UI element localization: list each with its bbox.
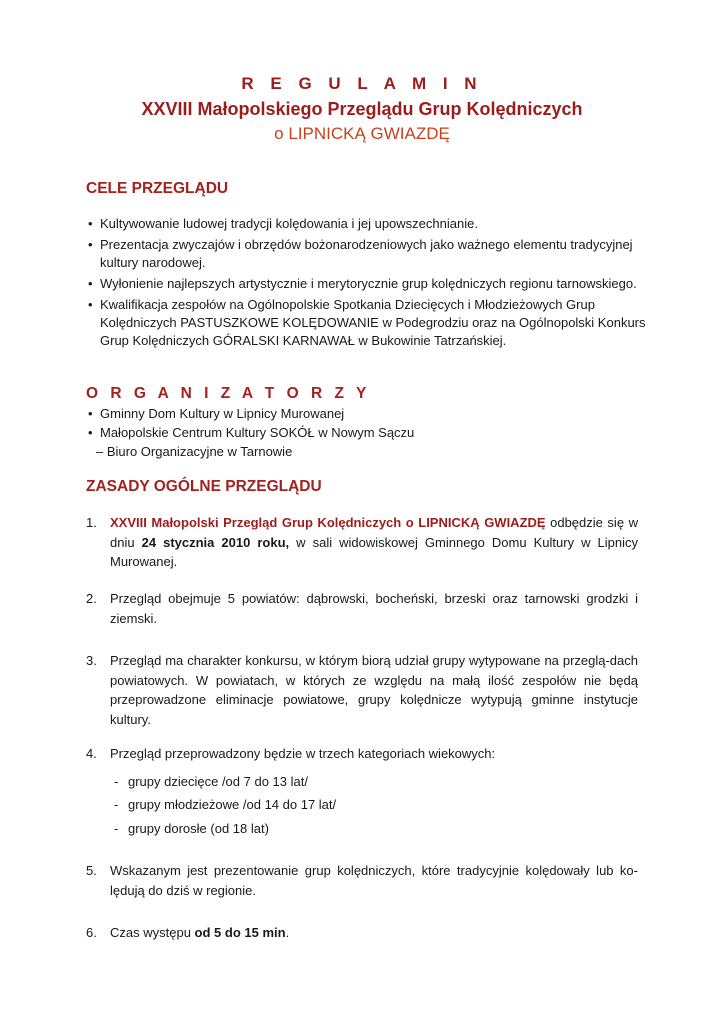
bullet-icon: • <box>88 237 93 252</box>
list-item: 2. Przegląd obejmuje 5 powiatów: dąbrowski, bocheński, brzeski oraz tarnowski grodzki i ziemski. <box>86 591 638 626</box>
heading-cele: CELE PRZEGLĄDU <box>86 180 229 197</box>
category-item: - grupy dorosłe (od 18 lat) <box>114 820 269 836</box>
list-item: • Kwalifikacja zespołów na Ogólnopolskie Spotkania Dziecięcych i Młodzieżowych Grup Kolędniczych PASTUSZKOWE KOLĘDOWANIE w Podegrodziu oraz na Ogólnopolski Konkurs Grup Kolędniczych GÓRALSKI KARNAWAŁ w Bukowinie Tatrzańskiej. <box>88 297 646 348</box>
list-item: • Wyłonienie najlepszych artystycznie i merytorycznie grup kolędniczych regionu tarnowskiego. <box>88 276 637 291</box>
bullet-icon: • <box>88 425 93 440</box>
bullet-icon: • <box>88 276 93 291</box>
list-item: • Małopolskie Centrum Kultury SOKÓŁ w Nowym Sączu <box>88 425 415 440</box>
list-item: 3. Przegląd ma charakter konkursu, w którym biorą udział grupy wytypowane na przeglą-dach powiatowych. W powiatach, w których ze względu na małą ilość zespołów nie będą przeprowadzone eliminacje powiatowe, grupy kolędnicze wytypują gminne instytucje kultury. <box>86 653 638 727</box>
zasady-item-3 <box>86 651 638 729</box>
title-regulamin: R E G U L A M I N <box>241 74 483 93</box>
organizatorzy-list <box>86 405 646 464</box>
bullet-icon: • <box>88 297 93 312</box>
zasady-item-5 <box>86 861 638 900</box>
list-item: 5. Wskazanym jest prezentowanie grup kolędniczych, które tradycyjnie kolędowały lub ko-lędują do dziś w regionie. <box>86 863 638 898</box>
list-item: • Kultywowanie ludowej tradycji kolędowania i jej upowszechnianie. <box>88 216 478 231</box>
bullet-icon: • <box>88 406 93 421</box>
zasady-item-4 <box>86 744 638 838</box>
list-item: 6. Czas występu od 5 do 15 min. <box>86 925 290 940</box>
heading-zasady: ZASADY OGÓLNE PRZEGLĄDU <box>86 478 322 495</box>
category-item: - grupy dziecięce /od 7 do 13 lat/ <box>114 773 308 789</box>
list-item: 4. Przegląd przeprowadzony będzie w trzech kategoriach wiekowych: <box>86 746 496 761</box>
heading-organizatorzy: O R G A N I Z A T O R Z Y <box>86 385 371 402</box>
zasady-list <box>86 513 638 572</box>
list-item: – Biuro Organizacyjne w Tarnowie <box>96 444 293 459</box>
bullet-icon: • <box>88 216 93 231</box>
title-subtitle: o LIPNICKĄ GWIAZDĘ <box>274 124 450 143</box>
zasady-item-6 <box>86 923 638 943</box>
cele-list <box>86 215 646 353</box>
list-item: • Gminny Dom Kultury w Lipnicy Murowanej <box>88 406 345 421</box>
list-item: 1. XXVIII Małopolski Przegląd Grup Kolędniczych o LIPNICKĄ GWIAZDĘ odbędzie się w dniu 24 stycznia 2010 roku, w sali widowiskowej Gminnego Domu Kultury w Lipnicy Murowanej. <box>86 515 638 569</box>
zasady-item-2 <box>86 589 638 628</box>
list-item: • Prezentacja zwyczajów i obrzędów bożonarodzeniowych jako ważnego elementu tradycyjnej kultury narodowej. <box>88 237 633 270</box>
title-event: XXVIII Małopolskiego Przeglądu Grup Kolędniczych <box>141 99 583 119</box>
category-item: - grupy młodzieżowe /od 14 do 17 lat/ <box>114 797 337 812</box>
